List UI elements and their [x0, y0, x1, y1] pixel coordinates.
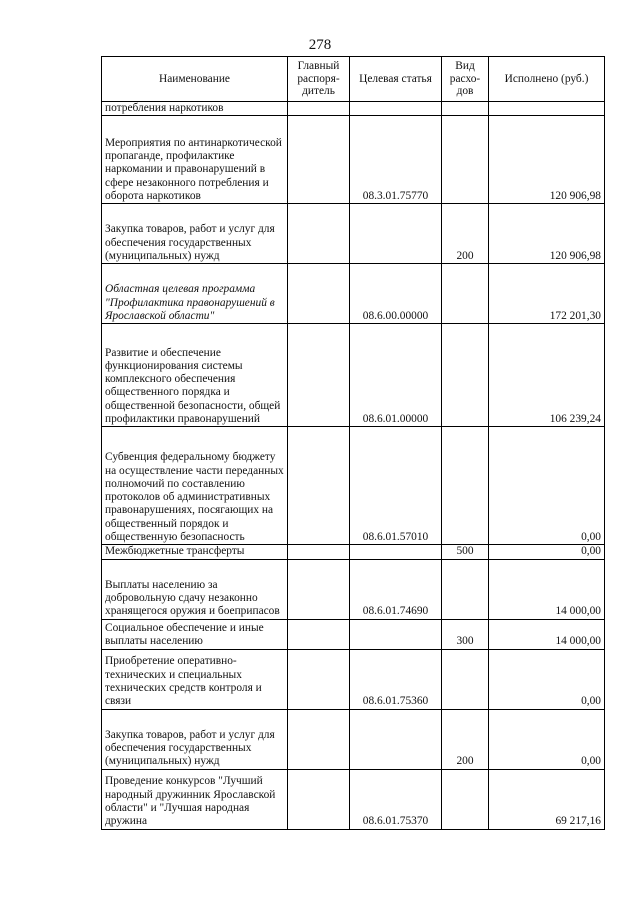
cell-executed: 120 906,98: [489, 204, 605, 264]
table-row: [102, 324, 605, 427]
cell-executed: 0,00: [489, 649, 605, 709]
cell-manager: [288, 649, 350, 709]
cell-kind: [442, 324, 489, 427]
cell-manager: [288, 709, 350, 769]
cell-article: [350, 709, 442, 769]
table-body: [102, 102, 605, 830]
cell-name: Приобретение оперативно-технических и специальных технических средств контроля и связи: [102, 649, 288, 709]
table-row: [102, 619, 605, 649]
cell-executed: 106 239,24: [489, 324, 605, 427]
cell-manager: [288, 264, 350, 324]
cell-executed: 14 000,00: [489, 559, 605, 619]
cell-kind: 300: [442, 619, 489, 649]
cell-article: 08.6.01.75370: [350, 769, 442, 829]
cell-manager: [288, 324, 350, 427]
cell-name: Областная целевая программа "Профилактика правонарушений в Ярославской области": [102, 264, 288, 324]
cell-name: Субвенция федеральному бюджету на осуществление части переданных полномочий по составлению протоколов об административных правонарушениях, посягающих на общественный порядок и общественную безопасность: [102, 427, 288, 545]
cell-executed: 69 217,16: [489, 769, 605, 829]
cell-manager: [288, 769, 350, 829]
table-header-row: [102, 57, 605, 102]
cell-article: [350, 619, 442, 649]
cell-article: [350, 102, 442, 116]
cell-article: 08.6.01.74690: [350, 559, 442, 619]
cell-manager: [288, 619, 350, 649]
table-row: [102, 116, 605, 204]
cell-article: [350, 545, 442, 559]
cell-name: Закупка товаров, работ и услуг для обеспечения государственных (муниципальных) нужд: [102, 204, 288, 264]
cell-executed: [489, 102, 605, 116]
cell-manager: [288, 427, 350, 545]
table-row: [102, 102, 605, 116]
cell-manager: [288, 545, 350, 559]
header-manager: Главный распоря-дитель: [288, 57, 350, 102]
cell-article: 08.6.01.00000: [350, 324, 442, 427]
table-row: [102, 769, 605, 829]
table-row: [102, 545, 605, 559]
cell-kind: [442, 102, 489, 116]
page-number: 278: [308, 37, 332, 53]
cell-executed: 0,00: [489, 709, 605, 769]
cell-kind: 500: [442, 545, 489, 559]
header-executed: Исполнено (руб.): [489, 57, 605, 102]
cell-name: Проведение конкурсов "Лучший народный дружинник Ярославской области" и "Лучшая народная дружина: [102, 769, 288, 829]
header-name: Наименование: [102, 57, 288, 102]
table-row: [102, 264, 605, 324]
cell-kind: [442, 769, 489, 829]
cell-name: Межбюджетные трансферты: [102, 545, 288, 559]
header-article: Целевая статья: [350, 57, 442, 102]
cell-name: Развитие и обеспечение функционирования системы комплексного обеспечения общественного порядка и общественной безопасности, общей профилактики правонарушений: [102, 324, 288, 427]
cell-executed: 120 906,98: [489, 116, 605, 204]
cell-executed: 0,00: [489, 545, 605, 559]
cell-kind: [442, 559, 489, 619]
cell-name: Мероприятия по антинаркотической пропаганде, профилактике наркомании и правонарушений в сфере незаконного потребления и оборота наркотиков: [102, 116, 288, 204]
cell-article: 08.6.01.57010: [350, 427, 442, 545]
cell-kind: 200: [442, 204, 489, 264]
header-kind: Вид расхо-дов: [442, 57, 489, 102]
table-row: [102, 649, 605, 709]
cell-manager: [288, 559, 350, 619]
cell-executed: 172 201,30: [489, 264, 605, 324]
cell-name: Закупка товаров, работ и услуг для обеспечения государственных (муниципальных) нужд: [102, 709, 288, 769]
cell-manager: [288, 204, 350, 264]
cell-article: 08.3.01.75770: [350, 116, 442, 204]
cell-article: [350, 204, 442, 264]
table-row: [102, 204, 605, 264]
table-row: [102, 427, 605, 545]
cell-kind: [442, 264, 489, 324]
cell-article: 08.6.00.00000: [350, 264, 442, 324]
cell-kind: [442, 427, 489, 545]
cell-kind: 200: [442, 709, 489, 769]
table-row: [102, 559, 605, 619]
cell-manager: [288, 116, 350, 204]
cell-article: 08.6.01.75360: [350, 649, 442, 709]
cell-kind: [442, 649, 489, 709]
cell-name: Выплаты населению за добровольную сдачу незаконно хранящегося оружия и боеприпасов: [102, 559, 288, 619]
cell-executed: 14 000,00: [489, 619, 605, 649]
table-row: [102, 709, 605, 769]
cell-name: потребления наркотиков: [102, 102, 288, 116]
cell-manager: [288, 102, 350, 116]
cell-executed: 0,00: [489, 427, 605, 545]
cell-kind: [442, 116, 489, 204]
cell-name: Социальное обеспечение и иные выплаты населению: [102, 619, 288, 649]
budget-execution-table: [101, 56, 605, 830]
